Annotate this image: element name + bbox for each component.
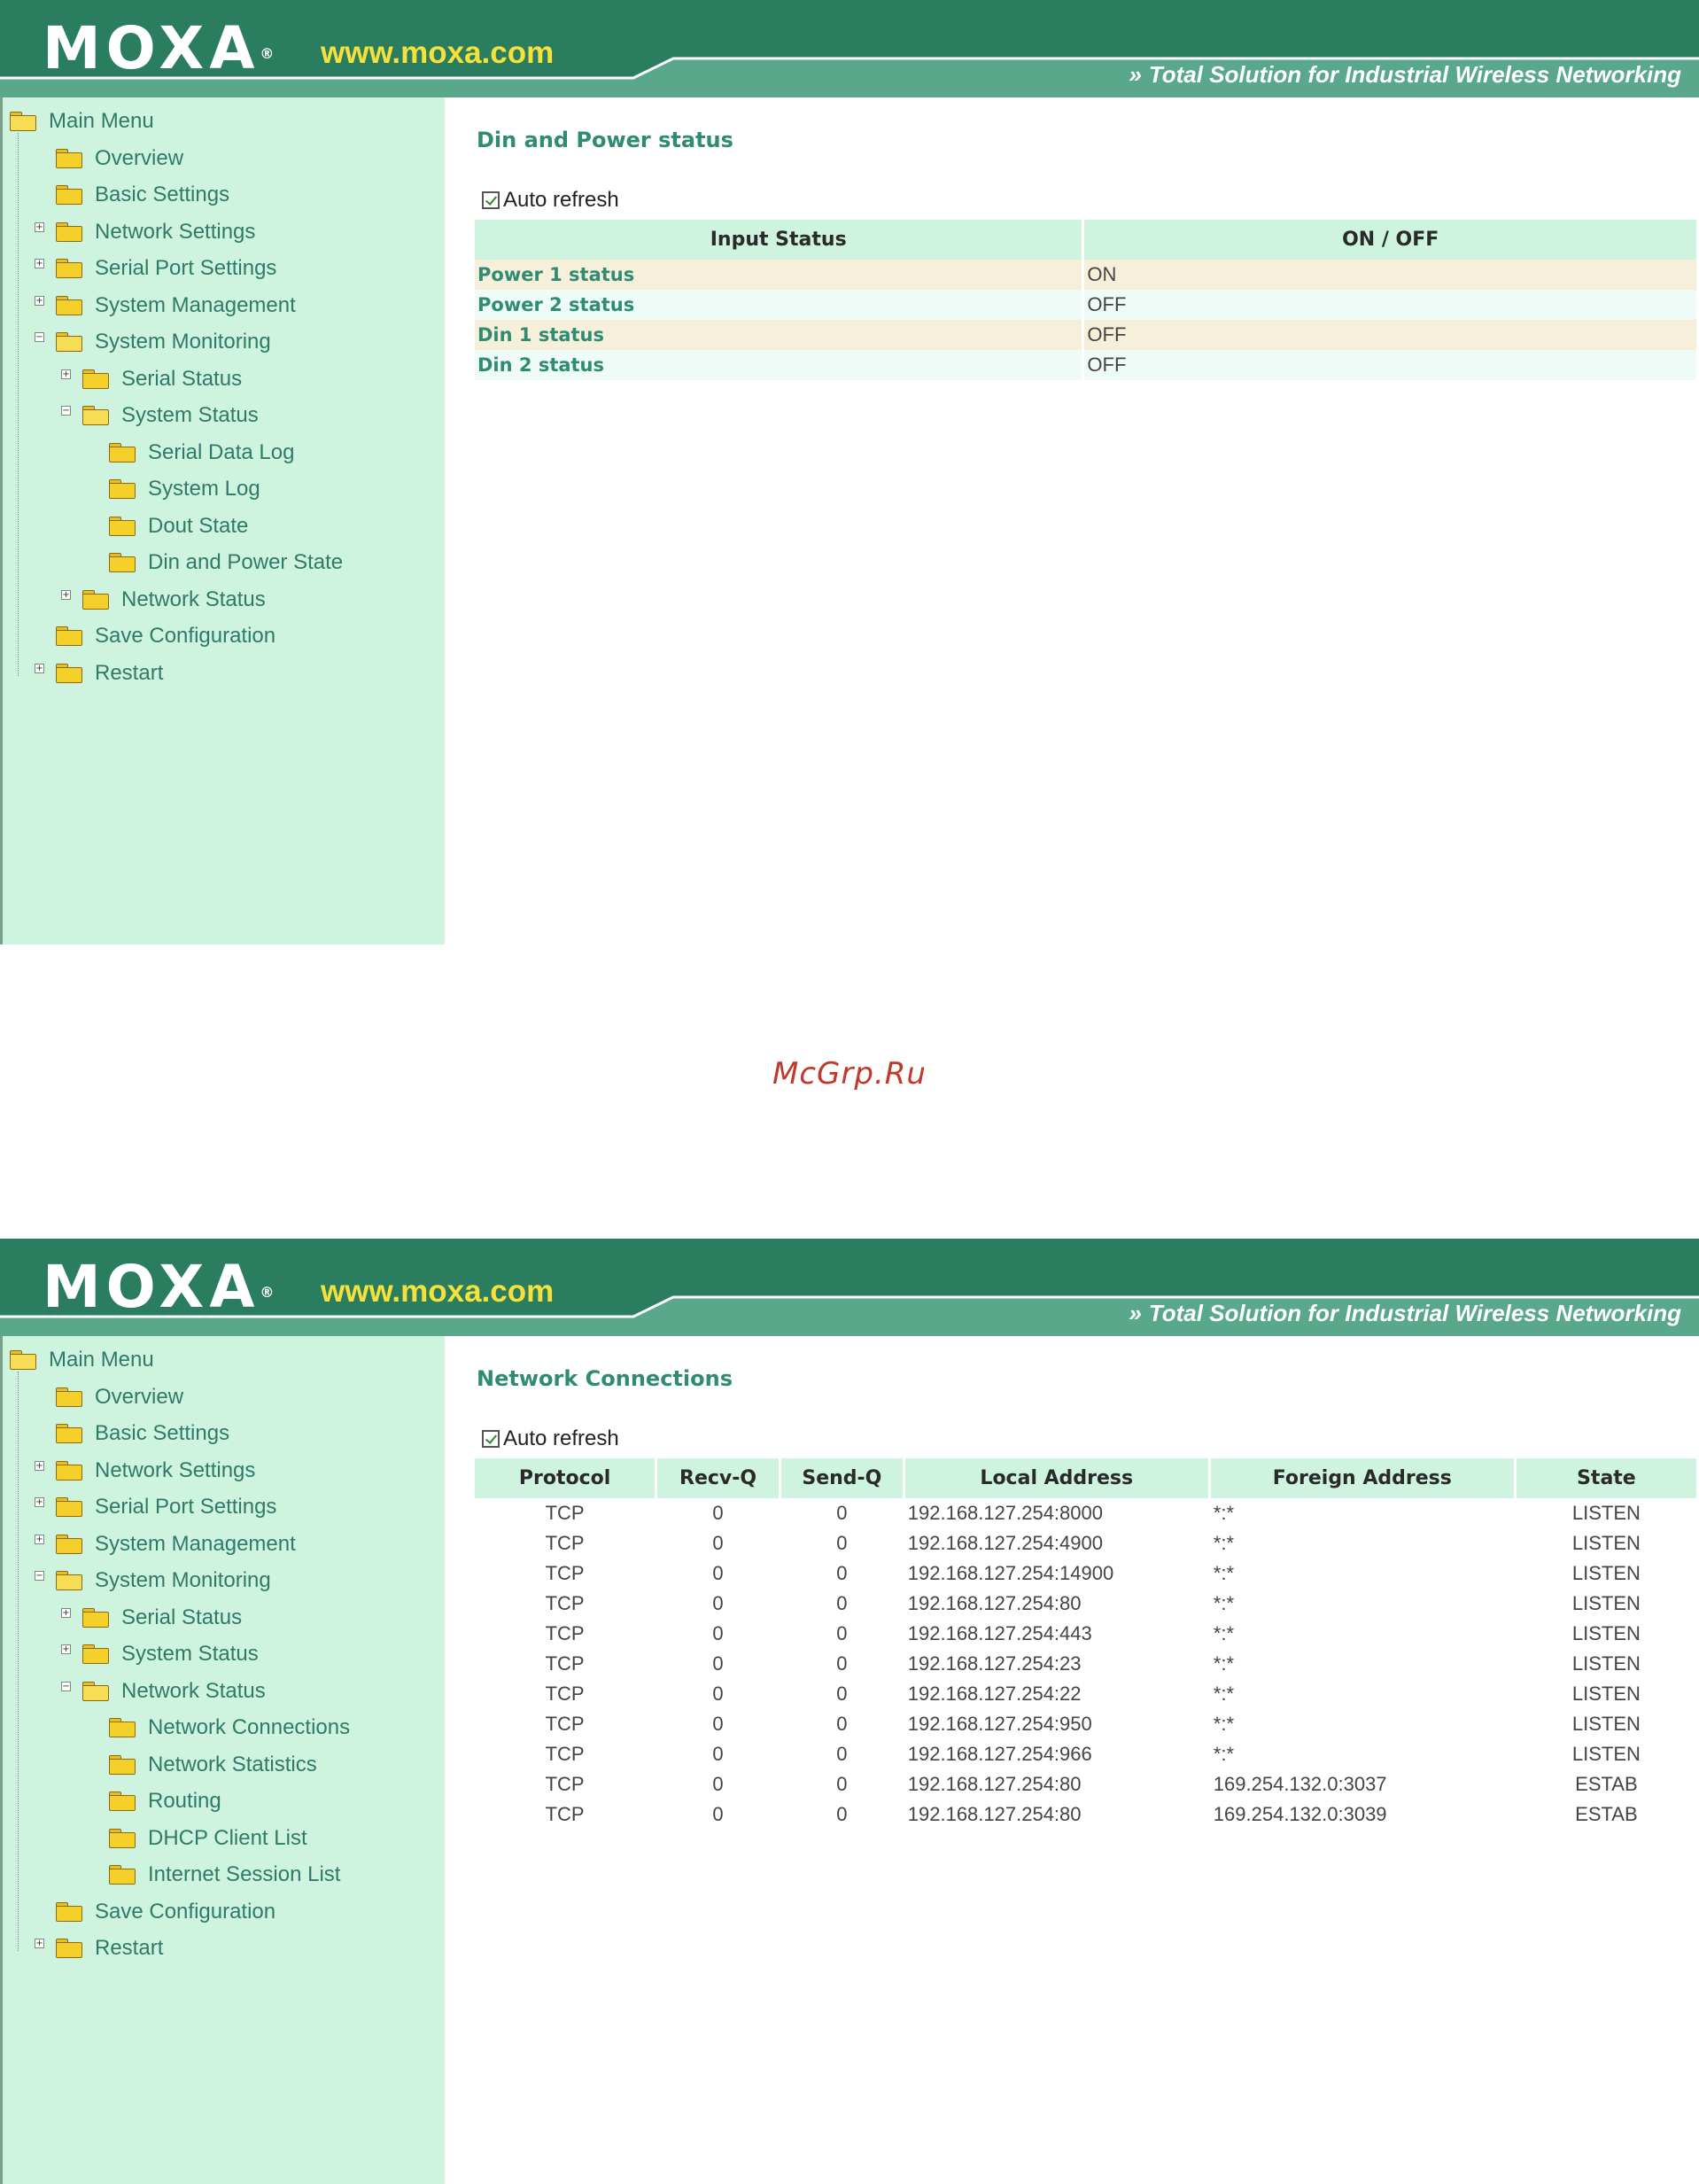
sidebar-item-network-status[interactable] xyxy=(63,585,266,615)
cell-state: LISTEN xyxy=(1571,1502,1641,1524)
expand-plus-icon[interactable]: + xyxy=(35,1460,43,1471)
column-header-on-off: ON / OFF xyxy=(1084,220,1696,260)
folder-icon xyxy=(56,1497,82,1517)
tree-connector-line xyxy=(18,133,19,676)
sidebar-item-serial-port-settings[interactable] xyxy=(36,1492,276,1522)
cell-local-address: 192.168.127.254:14900 xyxy=(907,1562,1114,1584)
cell-state: LISTEN xyxy=(1571,1713,1641,1735)
auto-refresh-checkbox[interactable] xyxy=(482,1430,500,1448)
collapse-minus-icon[interactable]: − xyxy=(35,332,43,342)
folder-icon xyxy=(82,1644,109,1664)
cell-state: LISTEN xyxy=(1571,1743,1641,1765)
sidebar-item-serial-status[interactable] xyxy=(63,364,242,394)
sidebar-item-label: Network Status xyxy=(121,1678,266,1703)
table-row xyxy=(475,1679,1696,1709)
cell-protocol: TCP xyxy=(545,1743,585,1765)
folder-icon xyxy=(82,590,109,610)
sidebar-item-system-log[interactable] xyxy=(89,474,260,504)
sidebar-item-network-connections[interactable] xyxy=(89,1713,350,1743)
folder-icon xyxy=(109,1718,136,1737)
sidebar-item-label: System Status xyxy=(121,1642,259,1666)
expand-plus-icon[interactable]: + xyxy=(35,1534,43,1544)
sidebar-item-routing[interactable] xyxy=(89,1786,221,1816)
table-row xyxy=(475,1649,1696,1679)
sidebar-item-network-settings[interactable] xyxy=(36,1456,255,1486)
cell-recv-q: 0 xyxy=(712,1502,724,1524)
input-status-label: Power 1 status xyxy=(475,260,1082,290)
sidebar-item-label: Network Settings xyxy=(95,1457,256,1482)
cell-foreign-address: *:* xyxy=(1213,1532,1235,1554)
cell-recv-q: 0 xyxy=(712,1683,724,1705)
cell-state: LISTEN xyxy=(1571,1532,1641,1554)
folder-icon xyxy=(56,296,82,315)
folder-icon xyxy=(56,1461,82,1481)
folder-icon xyxy=(56,1387,82,1407)
sidebar-item-network-statistics[interactable] xyxy=(89,1750,317,1780)
on-off-value: ON xyxy=(1084,260,1696,290)
on-off-value: OFF xyxy=(1084,290,1696,320)
table-row xyxy=(475,1558,1696,1589)
main-content xyxy=(445,97,1699,944)
sidebar-item-label: Network Connections xyxy=(148,1715,351,1739)
folder-open-icon xyxy=(56,332,82,352)
expand-plus-icon[interactable]: + xyxy=(35,663,43,673)
table-row xyxy=(475,320,1696,350)
table-row xyxy=(475,1799,1696,1830)
cell-protocol: TCP xyxy=(545,1592,585,1614)
sidebar-item-label: Serial Status xyxy=(121,1605,243,1629)
collapse-minus-icon[interactable]: − xyxy=(35,1571,43,1581)
auto-refresh-checkbox[interactable] xyxy=(482,191,500,209)
cell-local-address: 192.168.127.254:22 xyxy=(907,1683,1082,1705)
cell-send-q: 0 xyxy=(836,1532,848,1554)
sidebar-item-main-menu[interactable] xyxy=(10,1345,154,1375)
folder-icon xyxy=(56,259,82,278)
input-status-label: Din 2 status xyxy=(475,350,1082,380)
cell-send-q: 0 xyxy=(836,1562,848,1584)
table-header-row xyxy=(475,220,1696,260)
cell-recv-q: 0 xyxy=(712,1803,724,1825)
sidebar-item-label: System Status xyxy=(121,403,259,427)
connections-table xyxy=(472,1458,1699,1830)
cell-protocol: TCP xyxy=(545,1562,585,1584)
cell-foreign-address: 169.254.132.0:3039 xyxy=(1213,1803,1387,1825)
cell-send-q: 0 xyxy=(836,1502,848,1524)
column-header-foreign-address: Foreign Address xyxy=(1211,1458,1514,1498)
sidebar-item-system-monitoring[interactable] xyxy=(36,327,271,357)
column-header-input-status: Input Status xyxy=(475,220,1082,260)
app-header xyxy=(0,0,1699,97)
cell-send-q: 0 xyxy=(836,1743,848,1765)
sidebar-item-label: System Monitoring xyxy=(95,330,271,354)
sidebar-item-system-management[interactable] xyxy=(36,291,296,321)
expand-plus-icon[interactable]: + xyxy=(62,1644,70,1654)
cell-send-q: 0 xyxy=(836,1803,848,1825)
cell-protocol: TCP xyxy=(545,1803,585,1825)
sidebar-item-overview[interactable] xyxy=(36,1382,183,1412)
table-header-row xyxy=(475,1458,1696,1498)
cell-foreign-address: *:* xyxy=(1213,1592,1235,1614)
folder-open-icon xyxy=(10,112,36,131)
on-off-value: OFF xyxy=(1084,350,1696,380)
sidebar-item-label: Routing xyxy=(148,1789,221,1813)
expand-plus-icon[interactable]: + xyxy=(62,589,70,600)
auto-refresh-label: Auto refresh xyxy=(503,1426,619,1450)
sidebar-item-label: System Monitoring xyxy=(95,1568,271,1592)
cell-protocol: TCP xyxy=(545,1532,585,1554)
table-row xyxy=(475,260,1696,290)
moxa-logo[interactable]: MOXA® xyxy=(43,1253,275,1321)
sidebar-item-save-configuration[interactable] xyxy=(36,1897,275,1927)
sidebar-item-main-menu[interactable] xyxy=(10,106,154,136)
app-header xyxy=(0,1239,1699,1336)
table-row xyxy=(475,1619,1696,1649)
cell-send-q: 0 xyxy=(836,1592,848,1614)
sidebar-item-system-monitoring[interactable] xyxy=(36,1566,271,1596)
tree-connector-line xyxy=(18,1372,19,1951)
cell-local-address: 192.168.127.254:966 xyxy=(907,1743,1092,1765)
cell-recv-q: 0 xyxy=(712,1713,724,1735)
cell-send-q: 0 xyxy=(836,1622,848,1644)
cell-protocol: TCP xyxy=(545,1502,585,1524)
table-row xyxy=(475,1528,1696,1558)
auto-refresh-option[interactable] xyxy=(482,1426,619,1451)
cell-send-q: 0 xyxy=(836,1683,848,1705)
column-header-state: State xyxy=(1517,1458,1696,1498)
sidebar-item-overview[interactable] xyxy=(36,144,183,174)
sidebar-item-restart[interactable] xyxy=(36,1933,163,1963)
cell-recv-q: 0 xyxy=(712,1743,724,1765)
cell-recv-q: 0 xyxy=(712,1562,724,1584)
cell-state: LISTEN xyxy=(1571,1622,1641,1644)
folder-open-icon xyxy=(82,406,109,425)
cell-protocol: TCP xyxy=(545,1773,585,1795)
sidebar-item-label: Main Menu xyxy=(49,109,154,133)
auto-refresh-option[interactable] xyxy=(482,188,619,213)
cell-state: LISTEN xyxy=(1571,1652,1641,1675)
sidebar-item-system-status[interactable] xyxy=(63,1639,259,1669)
tagline: » Total Solution for Industrial Wireless Networking xyxy=(1129,1300,1681,1326)
expand-plus-icon[interactable]: + xyxy=(35,259,43,268)
folder-icon xyxy=(82,1608,109,1628)
sidebar-item-label: Basic Settings xyxy=(95,1421,230,1445)
cell-recv-q: 0 xyxy=(712,1592,724,1614)
sidebar-item-label: Serial Data Log xyxy=(148,439,295,464)
folder-icon xyxy=(109,553,136,572)
sidebar-item-label: Restart xyxy=(95,660,164,685)
folder-icon xyxy=(109,443,136,462)
cell-recv-q: 0 xyxy=(712,1773,724,1795)
sidebar-item-label: Serial Status xyxy=(121,366,243,391)
sidebar-item-label: Dout State xyxy=(148,513,249,538)
column-header-local-address: Local Address xyxy=(905,1458,1208,1498)
folder-icon xyxy=(56,1424,82,1443)
watermark-text: McGrp.Ru xyxy=(772,1056,927,1092)
table-row xyxy=(475,1709,1696,1739)
sidebar-item-serial-port-settings[interactable] xyxy=(36,253,276,284)
table-row xyxy=(475,1739,1696,1769)
moxa-logo[interactable]: MOXA® xyxy=(43,14,275,82)
table-row xyxy=(475,1498,1696,1528)
sidebar-item-label: Din and Power State xyxy=(148,550,344,574)
cell-foreign-address: *:* xyxy=(1213,1502,1235,1524)
folder-open-icon xyxy=(10,1350,36,1370)
cell-recv-q: 0 xyxy=(712,1532,724,1554)
expand-plus-icon[interactable]: + xyxy=(62,369,70,379)
cell-state: ESTAB xyxy=(1575,1773,1638,1795)
cell-local-address: 192.168.127.254:950 xyxy=(907,1713,1092,1735)
cell-protocol: TCP xyxy=(545,1713,585,1735)
folder-open-icon xyxy=(56,1571,82,1590)
cell-protocol: TCP xyxy=(545,1683,585,1705)
folder-icon xyxy=(56,1902,82,1922)
cell-send-q: 0 xyxy=(836,1713,848,1735)
sidebar-item-label: Network Settings xyxy=(95,219,256,244)
sidebar-menu xyxy=(0,97,445,944)
folder-icon xyxy=(56,1535,82,1554)
sidebar-item-label: System Management xyxy=(95,1531,296,1556)
main-content xyxy=(445,1336,1699,2184)
folder-icon xyxy=(109,1865,136,1885)
sidebar-item-system-status[interactable] xyxy=(63,400,259,431)
sidebar-item-network-settings[interactable] xyxy=(36,217,255,247)
cell-state: ESTAB xyxy=(1575,1803,1638,1825)
column-header-recv-q: Recv-Q xyxy=(657,1458,779,1498)
expand-plus-icon[interactable]: + xyxy=(35,1939,43,1948)
table-row xyxy=(475,1589,1696,1619)
sidebar-item-label: Save Configuration xyxy=(95,1899,276,1924)
collapse-minus-icon[interactable]: − xyxy=(62,1681,70,1691)
cell-state: LISTEN xyxy=(1571,1562,1641,1584)
input-status-label: Din 1 status xyxy=(475,320,1082,350)
cell-send-q: 0 xyxy=(836,1652,848,1675)
sidebar-item-serial-data-log[interactable] xyxy=(89,438,294,468)
sidebar-item-label: Internet Session List xyxy=(148,1862,341,1886)
collapse-minus-icon[interactable]: − xyxy=(62,406,70,416)
cell-foreign-address: *:* xyxy=(1213,1743,1235,1765)
sidebar-menu xyxy=(0,1336,445,2184)
screenshot-network-connections xyxy=(0,1239,1699,2184)
expand-plus-icon[interactable]: + xyxy=(35,222,43,232)
sidebar-item-dhcp-client-list[interactable] xyxy=(89,1823,307,1854)
folder-icon xyxy=(82,369,109,389)
sidebar-item-din-and-power-state[interactable] xyxy=(89,548,343,578)
cell-local-address: 192.168.127.254:80 xyxy=(907,1773,1082,1795)
cell-foreign-address: *:* xyxy=(1213,1622,1235,1644)
cell-foreign-address: 169.254.132.0:3037 xyxy=(1213,1773,1387,1795)
page-title: Din and Power status xyxy=(477,128,733,152)
cell-local-address: 192.168.127.254:80 xyxy=(907,1592,1082,1614)
folder-icon xyxy=(56,185,82,205)
sidebar-item-save-configuration[interactable] xyxy=(36,621,275,651)
double-chevron-icon: » xyxy=(1129,1300,1142,1326)
sidebar-item-basic-settings[interactable] xyxy=(36,180,229,210)
cell-local-address: 192.168.127.254:23 xyxy=(907,1652,1082,1675)
cell-foreign-address: *:* xyxy=(1213,1562,1235,1584)
on-off-value: OFF xyxy=(1084,320,1696,350)
cell-foreign-address: *:* xyxy=(1213,1713,1235,1735)
folder-icon xyxy=(109,517,136,536)
column-header-send-q: Send-Q xyxy=(781,1458,903,1498)
folder-open-icon xyxy=(82,1682,109,1701)
website-link[interactable]: www.moxa.com xyxy=(321,1274,555,1309)
folder-icon xyxy=(56,222,82,242)
folder-icon xyxy=(56,626,82,646)
sidebar-item-label: DHCP Client List xyxy=(148,1825,307,1850)
cell-state: LISTEN xyxy=(1571,1683,1641,1705)
sidebar-item-label: System Log xyxy=(148,477,260,501)
folder-icon xyxy=(109,479,136,499)
sidebar-item-label: Network Status xyxy=(121,587,266,611)
cell-local-address: 192.168.127.254:8000 xyxy=(907,1502,1103,1524)
sidebar-item-label: Overview xyxy=(95,145,184,170)
folder-icon xyxy=(109,1829,136,1848)
expand-plus-icon[interactable]: + xyxy=(35,295,43,306)
sidebar-item-label: Serial Port Settings xyxy=(95,256,277,280)
cell-protocol: TCP xyxy=(545,1652,585,1675)
sidebar-item-label: System Management xyxy=(95,292,296,317)
status-table xyxy=(472,220,1699,380)
table-row xyxy=(475,290,1696,320)
sidebar-item-network-status[interactable] xyxy=(63,1676,266,1706)
folder-icon xyxy=(56,149,82,168)
cell-local-address: 192.168.127.254:443 xyxy=(907,1622,1092,1644)
tagline: » Total Solution for Industrial Wireless Networking xyxy=(1129,61,1681,88)
cell-protocol: TCP xyxy=(545,1622,585,1644)
sidebar-item-basic-settings[interactable] xyxy=(36,1418,229,1449)
table-row xyxy=(475,350,1696,380)
cell-foreign-address: *:* xyxy=(1213,1652,1235,1675)
expand-plus-icon[interactable]: + xyxy=(62,1607,70,1618)
sidebar-item-dout-state[interactable] xyxy=(89,511,248,541)
sidebar-item-label: Network Statistics xyxy=(148,1752,317,1776)
column-header-protocol: Protocol xyxy=(475,1458,655,1498)
sidebar-item-label: Basic Settings xyxy=(95,183,230,206)
sidebar-item-internet-session-list[interactable] xyxy=(89,1860,340,1890)
folder-icon xyxy=(56,664,82,683)
screenshot-din-power xyxy=(0,0,1699,944)
expand-plus-icon[interactable]: + xyxy=(35,1497,43,1507)
page-title: Network Connections xyxy=(477,1366,733,1391)
cell-recv-q: 0 xyxy=(712,1622,724,1644)
cell-state: LISTEN xyxy=(1571,1592,1641,1614)
cell-local-address: 192.168.127.254:80 xyxy=(907,1803,1082,1825)
auto-refresh-label: Auto refresh xyxy=(503,188,619,212)
sidebar-item-restart[interactable] xyxy=(36,658,163,688)
folder-icon xyxy=(109,1755,136,1775)
sidebar-item-system-management[interactable] xyxy=(36,1529,296,1559)
sidebar-item-label: Main Menu xyxy=(49,1348,154,1372)
sidebar-item-serial-status[interactable] xyxy=(63,1603,242,1633)
sidebar-item-label: Save Configuration xyxy=(95,624,276,648)
website-link[interactable]: www.moxa.com xyxy=(321,35,555,70)
double-chevron-icon: » xyxy=(1129,61,1142,88)
folder-icon xyxy=(56,1939,82,1958)
sidebar-item-label: Overview xyxy=(95,1384,184,1409)
cell-recv-q: 0 xyxy=(712,1652,724,1675)
folder-icon xyxy=(109,1792,136,1811)
table-row xyxy=(475,1769,1696,1799)
input-status-label: Power 2 status xyxy=(475,290,1082,320)
cell-send-q: 0 xyxy=(836,1773,848,1795)
cell-local-address: 192.168.127.254:4900 xyxy=(907,1532,1103,1554)
sidebar-item-label: Restart xyxy=(95,1936,164,1960)
sidebar-item-label: Serial Port Settings xyxy=(95,1495,277,1519)
cell-foreign-address: *:* xyxy=(1213,1683,1235,1705)
